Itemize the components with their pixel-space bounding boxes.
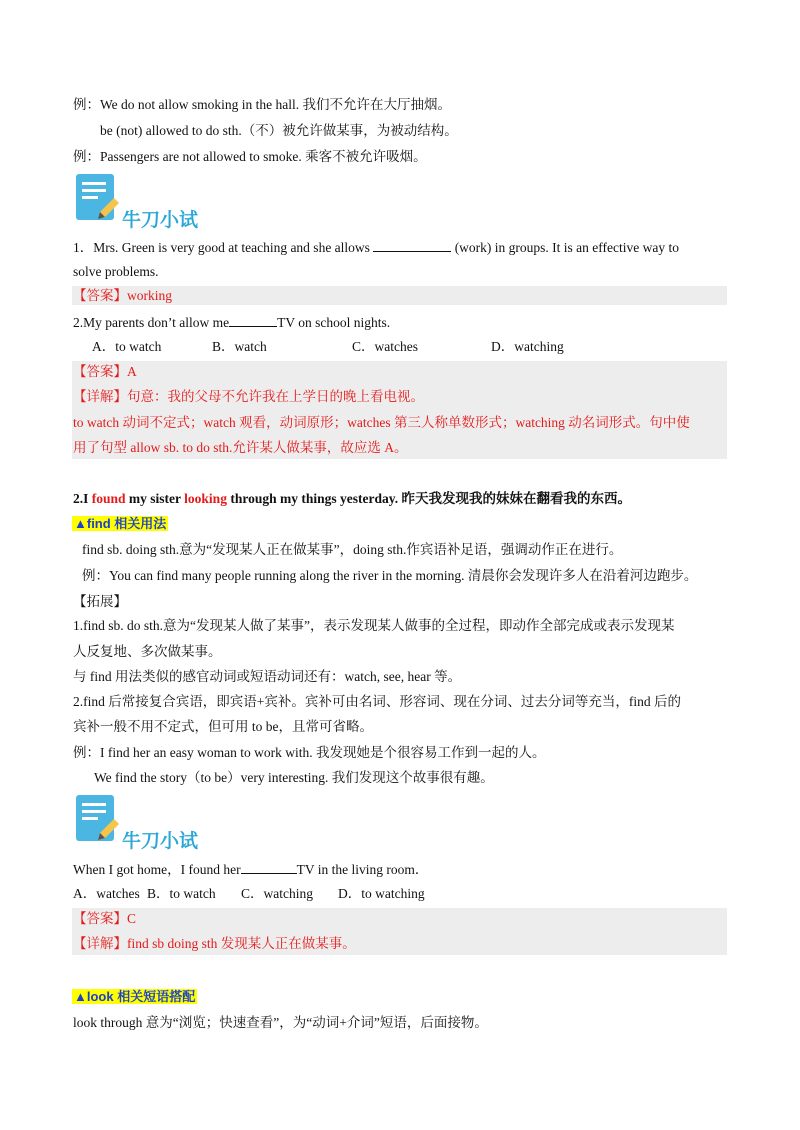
option: D．watching bbox=[491, 339, 564, 354]
example-line: 例：I find her an easy woman to work with. 我发现她是个很容易工作到一起的人。 bbox=[73, 745, 546, 760]
usage-text: 2.find 后常接复合宾语，即宾语+宾补。宾补可由名词、形容词、现在分词、过去分词等充当，find 后的 bbox=[73, 694, 681, 709]
answer: 【答案】C bbox=[73, 911, 137, 926]
section-title: 牛刀小试 bbox=[122, 209, 199, 231]
usage-text: 与 find 用法类似的感官动词或短语动词还有：watch, see, hear 等。 bbox=[73, 669, 462, 684]
detail: to watch 动词不定式；watch 观看，动词原形；watches 第三人称单数形式；watching 动名词形式。句中使 bbox=[73, 415, 690, 430]
note-pencil-icon bbox=[74, 793, 122, 845]
key-sentence-text: through my things yesterday. 昨天我发现我的妹妹在翻看我的东西。 bbox=[226, 491, 631, 506]
section-title: 牛刀小试 bbox=[122, 830, 199, 852]
answer-blank bbox=[241, 860, 297, 874]
question-1 bbox=[73, 238, 679, 257]
example-line: We find the story（to be）very interesting. 我们发现这个故事很有趣。 bbox=[94, 770, 494, 785]
question-text: When I got home，I found her bbox=[73, 862, 241, 877]
answer: 【答案】working bbox=[73, 288, 172, 303]
detail: 【详解】find sb doing sth 发现某人正在做某事。 bbox=[73, 936, 356, 951]
detail: 【详解】句意：我的父母不允许我在上学日的晚上看电视。 bbox=[73, 389, 424, 404]
example-line: 例：We do not allow smoking in the hall. 我们不允许在大厅抽烟。 bbox=[73, 97, 452, 112]
example-line: 例：Passengers are not allowed to smoke. 乘客不被允许吸烟。 bbox=[73, 149, 427, 164]
option: B．to watch bbox=[147, 886, 216, 901]
option: C．watches bbox=[352, 339, 418, 354]
detail: 用了句型 allow sb. to do sth.允许某人做某事，故应选 A。 bbox=[73, 440, 408, 455]
usage-heading bbox=[72, 988, 197, 1006]
option: B．watch bbox=[212, 339, 267, 354]
structure-note: be (not) allowed to do sth.（不）被允许做某事，为被动结构。 bbox=[100, 123, 458, 138]
usage-text: find sb. doing sth.意为“发现某人正在做某事”，doing sth.作宾语补足语，强调动作正在进行。 bbox=[82, 542, 623, 557]
answer-blank bbox=[373, 238, 451, 252]
usage-heading-label: ▲find 相关用法 bbox=[74, 516, 167, 531]
answer-blank bbox=[229, 313, 277, 327]
question-text: TV in the living room． bbox=[296, 862, 429, 877]
option: A．to watch bbox=[92, 339, 162, 354]
question-2 bbox=[73, 313, 390, 332]
usage-heading bbox=[72, 515, 168, 533]
key-word: looking bbox=[184, 491, 227, 506]
key-word: found bbox=[91, 491, 126, 506]
note-pencil-icon bbox=[74, 172, 122, 224]
question-text: (work) in groups. It is an effective way to bbox=[451, 240, 679, 255]
question-text: 1．Mrs. Green is very good at teaching and she allows bbox=[73, 240, 374, 255]
option: C．watching bbox=[241, 886, 313, 901]
option-row bbox=[0, 885, 800, 903]
usage-heading-label: ▲look 相关短语搭配 bbox=[74, 989, 196, 1004]
option: D．to watching bbox=[338, 886, 425, 901]
usage-text: 宾补一般不用不定式，但可用 to be，且常可省略。 bbox=[73, 719, 373, 734]
option: A．watches bbox=[73, 886, 140, 901]
question-text: solve problems. bbox=[73, 264, 159, 279]
usage-text: 1.find sb. do sth.意为“发现某人做了某事”，表示发现某人做事的全过程，即动作全部完成或表示发现某 bbox=[73, 618, 675, 633]
example-line: 例：You can find many people running along the river in the morning. 清晨你会发现许多人在沿着河边跑步。 bbox=[82, 568, 698, 583]
key-sentence-text: 2.I bbox=[73, 491, 92, 506]
usage-text: look through 意为“浏览；快速查看”，为“动词+介词”短语，后面接物。 bbox=[73, 1015, 488, 1030]
answer: 【答案】A bbox=[73, 364, 137, 379]
question-text: 2.My parents don’t allow me bbox=[73, 315, 230, 330]
question-text: TV on school nights. bbox=[277, 315, 391, 330]
key-sentence bbox=[73, 490, 631, 508]
option-row bbox=[0, 338, 800, 356]
extension-label: 【拓展】 bbox=[73, 594, 127, 609]
key-sentence-text: my sister bbox=[125, 491, 185, 506]
question-3 bbox=[73, 860, 428, 879]
usage-text: 人反复地、多次做某事。 bbox=[73, 644, 222, 659]
